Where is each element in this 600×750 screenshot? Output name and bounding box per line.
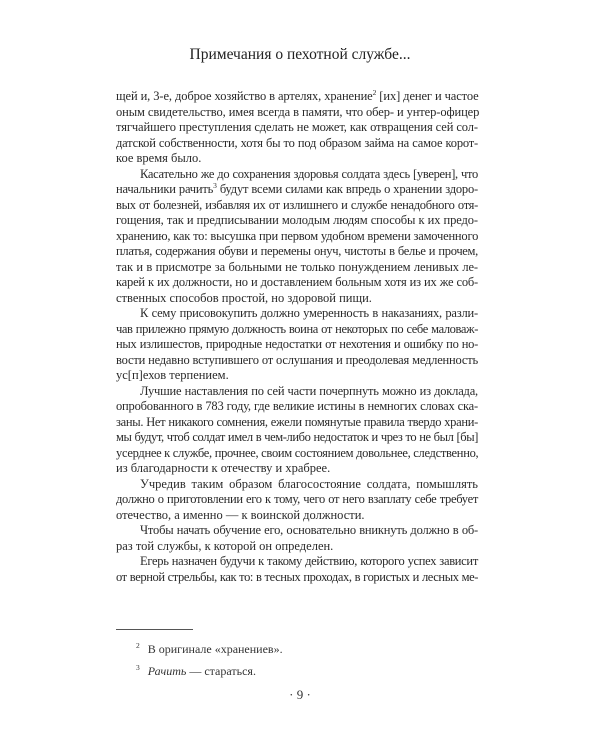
text-line <box>116 353 478 369</box>
line-text: датской собственности, хотя бы то под образом займа на самое корот- <box>116 135 478 150</box>
text-line <box>116 384 478 400</box>
line-text: от верной стрельбы, как то: в тесных проходах, в гористых и лесных ме- <box>116 569 478 584</box>
line-text: [их] денег и частое <box>376 89 479 103</box>
text-line <box>116 415 478 431</box>
footnote-2 <box>136 642 283 656</box>
footnote-text: — стараться. <box>186 664 256 678</box>
line-text: будут всеми силами как впредь о хранении здоро- <box>216 182 478 196</box>
line-text: вых от болезней, избавляя их от излишнего и службе ненадобного отя- <box>116 197 478 212</box>
line-text: Чтобы начать обучение его, основательно вникнуть должно в об- <box>140 523 478 537</box>
text-line <box>116 151 478 167</box>
text-line <box>116 430 478 446</box>
running-header: Примечания о пехотной службе... <box>189 46 411 63</box>
text-line <box>116 105 478 121</box>
text-line <box>116 120 478 136</box>
line-text: мы будут, чтоб солдат имел в чем-либо недостаток и чрез то не был [бы] <box>116 430 478 444</box>
footnote-text: В оригинале «хранениев». <box>147 642 283 656</box>
footnote-3 <box>136 664 256 678</box>
line-text: ус[п]ехов терпением. <box>116 368 229 382</box>
line-text: Учредив таким образом благосостояние солдата, помышлять <box>140 476 478 491</box>
text-line <box>116 337 478 353</box>
line-text: вости недавно вступившего от ослушания и преодолевая медленность <box>116 352 478 367</box>
footnote-ref: 2 <box>372 87 377 97</box>
footnote-marker: 2 <box>136 641 140 650</box>
text-line <box>116 260 478 276</box>
footnote-divider <box>116 629 193 630</box>
line-text: К сему присовокупить должно умеренность в наказаниях, разли- <box>140 306 478 320</box>
text-line <box>116 229 478 245</box>
line-text: хранению, как то: высушка при первом удобном времени замоченного <box>116 228 479 243</box>
line-text: гощения, так и предписывании молодым людям способы к их предо- <box>116 213 478 227</box>
text-line <box>116 167 478 183</box>
line-text: Лучшие наставления по сей части почерпнуть можно из доклада, <box>140 383 478 398</box>
line-text: усерднее к службе, прочнее, своим состоянием довольнее, следственно, <box>116 445 479 460</box>
text-line <box>116 492 478 508</box>
line-text: платья, содержания обуви и перемены онуч, чистоты в белье и прочем, <box>116 244 478 258</box>
text-line <box>116 198 478 214</box>
text-line <box>116 523 478 539</box>
text-line <box>116 136 478 152</box>
footnote-ref: 3 <box>213 180 217 190</box>
line-text: раз той службы, к которой он определен. <box>116 538 334 553</box>
line-text: ных излишестов, природные недостатки от нехотения и ошибку по но- <box>116 337 478 351</box>
body-text <box>116 89 478 585</box>
text-line <box>116 368 478 384</box>
text-line <box>116 89 478 105</box>
line-text: тягчайшего преступления сделать не может, как отвращения сей сол- <box>116 120 478 134</box>
line-text: Егерь назначен будучи к такому действию, которого успех зависит <box>140 554 478 568</box>
text-line <box>116 508 478 524</box>
line-text: отечество, а именно — к воинской должности. <box>116 507 365 522</box>
text-line <box>116 399 478 415</box>
text-line <box>116 306 478 322</box>
text-line <box>116 244 478 260</box>
line-text: начальники рачить <box>116 182 214 196</box>
text-line <box>116 461 478 477</box>
line-text: карей к их должности, но и доставлением больным хотя из их же соб- <box>116 275 478 289</box>
text-line <box>116 570 478 586</box>
line-text: кое время было. <box>116 151 202 165</box>
footnote-term: Рачить <box>147 664 187 678</box>
text-line <box>116 291 478 307</box>
line-text: заны. Нет никакого сомнения, ежели помянутые правила твердо храни- <box>116 414 478 429</box>
text-line <box>116 477 478 493</box>
text-line <box>116 275 478 291</box>
line-text: Касательно же до сохранения здоровья солдата здесь [уверен], что <box>140 166 478 181</box>
line-text: так и в присмотре за больными не только понуждением ленивых ле- <box>116 259 478 274</box>
line-text: ственных способов простой, но здоровой пищи. <box>116 290 372 305</box>
line-text: опробованного в 783 году, где великие истины в немногих словах ска- <box>116 399 478 413</box>
line-text: должно о приготовлении его к тому, чего от него взаплату себе требует <box>116 492 478 506</box>
text-line <box>116 446 478 462</box>
line-text: чав прилежно прямую должность воина от некоторых по себе маловаж- <box>116 321 478 336</box>
text-line <box>116 322 478 338</box>
line-text: оным свидетельство, имея всегда в памяти, что обер- и унтер-офицер <box>116 104 480 119</box>
text-line <box>116 539 478 555</box>
footnote-marker: 3 <box>136 663 140 672</box>
page-number: · 9 · <box>289 687 311 702</box>
text-line <box>116 182 478 198</box>
text-line <box>116 554 478 570</box>
line-text: щей и, 3-е, доброе хозяйство в артелях, хранение <box>116 89 373 103</box>
text-line <box>116 213 478 229</box>
line-text: из благодарности к отечеству и храбрее. <box>116 461 331 475</box>
